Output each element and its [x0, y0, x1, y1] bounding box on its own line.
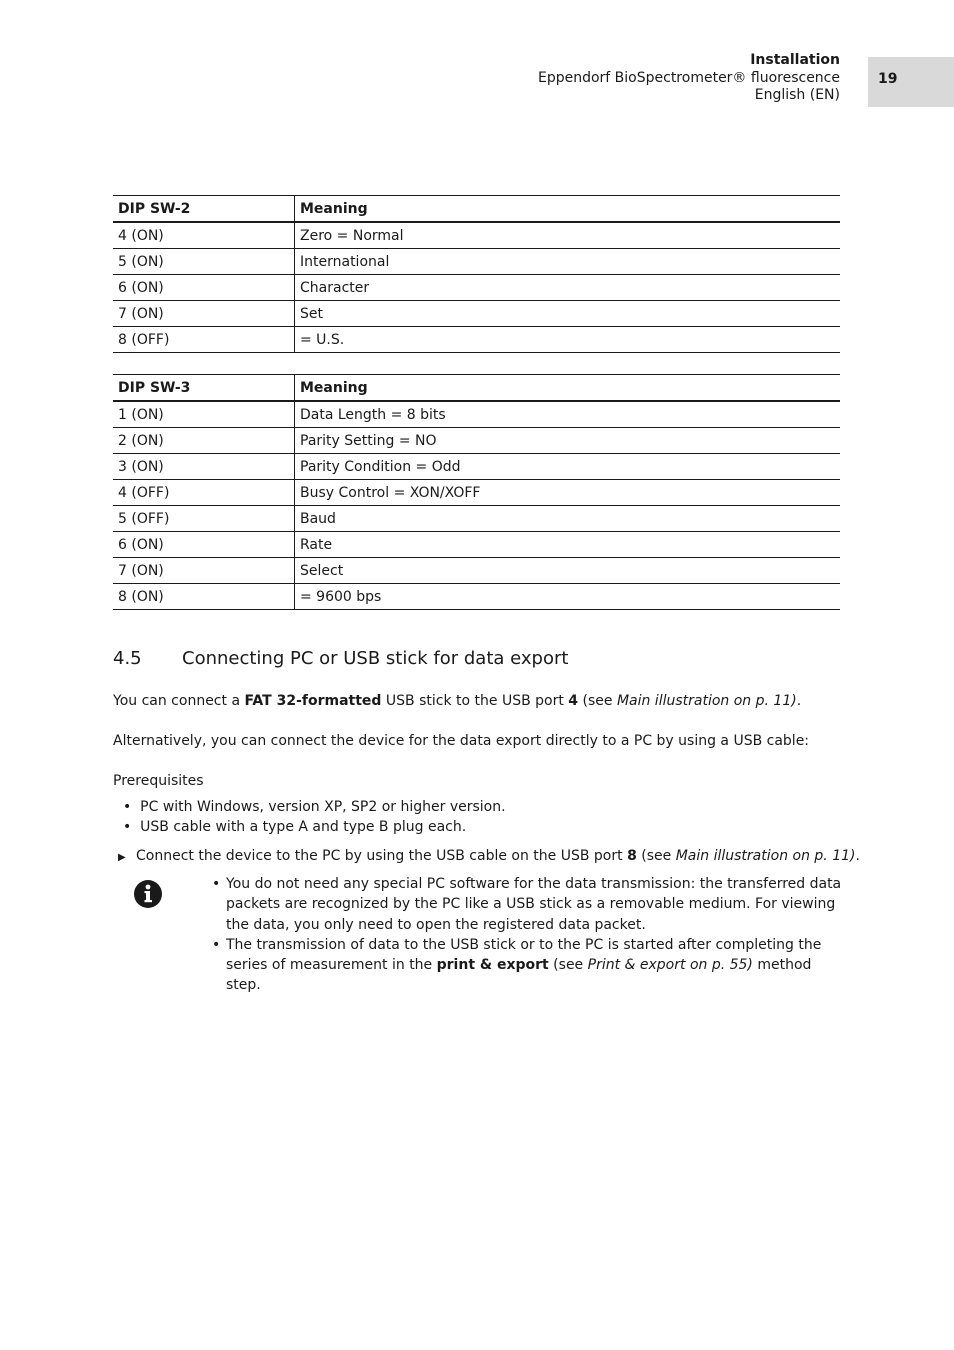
dip-sw3-table [113, 374, 840, 610]
text-run: (see [636, 848, 676, 864]
table-row [113, 275, 840, 301]
table-row [113, 301, 840, 327]
table-row [113, 222, 840, 249]
table-cell: 2 (ON) [113, 428, 295, 454]
header-section-title: Installation [750, 52, 840, 68]
note-item: • The transmission of data to the USB stick or to the PC is started after completing the series of measurement in the print & export (see Print & export on p. 55) method step. [212, 936, 822, 994]
header-product-name: Eppendorf BioSpectrometer® fluorescence [537, 69, 840, 86]
table-cell: 8 (ON) [113, 584, 295, 610]
table-cell: Rate [295, 532, 841, 558]
list-item-text: PC with Windows, version XP, SP2 or higher version. [140, 799, 506, 815]
text-run: The transmission of data to the USB stick or to the PC is started after completing the series of measurement in the [226, 936, 822, 974]
text-run: Connect the device to the PC by using the USB cable on the USB port [136, 848, 628, 864]
table-cell: 3 (ON) [113, 454, 295, 480]
text-run: (see [548, 957, 588, 974]
section-number: 4.5 [113, 648, 142, 669]
table-cell: Character [295, 275, 841, 301]
cross-reference: Print & export on p. 55) [587, 957, 753, 974]
table-cell: 4 (OFF) [113, 480, 295, 506]
table-row [113, 428, 840, 454]
table-header-row [113, 375, 840, 402]
text-run: (see [578, 693, 617, 709]
table-cell: 8 (OFF) [113, 327, 295, 353]
bold-run: 8 [627, 848, 637, 864]
paragraph-usb-stick [113, 691, 840, 711]
table-row [113, 506, 840, 532]
table-row [113, 532, 840, 558]
section-title: Connecting PC or USB stick for data export [182, 648, 569, 669]
table-cell: Busy Control = XON/XOFF [295, 480, 841, 506]
info-notes [212, 874, 842, 996]
table-cell: Baud [295, 506, 841, 532]
paragraph-usb-cable: Alternatively, you can connect the device for the data export directly to a PC by using a USB cable: [113, 733, 810, 749]
page-number-tab [868, 57, 954, 107]
section-heading [113, 648, 568, 669]
text-run: USB stick to the USB port [381, 693, 569, 709]
table-cell: Parity Setting = NO [295, 428, 841, 454]
text-run: . [796, 693, 802, 709]
header-language: English (EN) [754, 87, 840, 103]
bold-run: 4 [568, 693, 579, 709]
list-item: • USB cable with a type A and type B plug each. [123, 819, 467, 835]
table-cell: Select [295, 558, 841, 584]
text-run: method step. [226, 957, 812, 994]
table-row [113, 401, 840, 428]
dip-sw2-table [113, 195, 840, 353]
table-cell: Parity Condition = Odd [295, 454, 841, 480]
table-cell: = 9600 bps [295, 584, 841, 610]
table-row [113, 480, 840, 506]
cross-reference: Main illustration on p. 11) [675, 848, 856, 864]
table-cell: 7 (ON) [113, 301, 295, 327]
table-header-row [113, 196, 840, 223]
table-cell: International [295, 249, 841, 275]
prerequisites-label: Prerequisites [113, 773, 204, 789]
table-cell: 6 (ON) [113, 275, 295, 301]
note-text: You do not need any special PC software for the data transmission: the transferred data packets are recognized by the PC like a USB stick as a removable medium. For viewing the data, you only need to open the registered data packet. [226, 876, 842, 933]
table-row [113, 327, 840, 353]
table-cell: 6 (ON) [113, 532, 295, 558]
table-cell: = U.S. [295, 327, 841, 353]
list-item: • PC with Windows, version XP, SP2 or higher version. [123, 799, 506, 815]
bold-run: FAT 32-formatted [244, 693, 382, 709]
table-cell: 5 (ON) [113, 249, 295, 275]
table-row [113, 249, 840, 275]
bold-run: print & export [436, 957, 549, 974]
prerequisites-list [123, 797, 506, 837]
table-cell: 1 (ON) [113, 401, 295, 428]
action-step [118, 846, 860, 868]
table-cell: 5 (OFF) [113, 506, 295, 532]
text-run: . [855, 848, 860, 864]
table-cell: Set [295, 301, 841, 327]
table-header-cell: DIP SW-2 [113, 196, 295, 223]
table-header-cell: DIP SW-3 [113, 375, 295, 402]
page-number: 19 [878, 71, 898, 87]
text-run: You can connect a [113, 693, 245, 709]
page-header [538, 52, 840, 105]
table-row [113, 454, 840, 480]
table-row [113, 584, 840, 610]
cross-reference: Main illustration on p. 11) [616, 693, 797, 709]
info-icon [133, 879, 163, 909]
table-cell: 4 (ON) [113, 222, 295, 249]
table-header-cell: Meaning [295, 375, 841, 402]
triangle-right-icon: ▶ [118, 852, 126, 863]
table-header-cell: Meaning [295, 196, 841, 223]
table-cell: Zero = Normal [295, 222, 841, 249]
note-item: • You do not need any special PC software for the data transmission: the transferred data packets are recognized by the PC like a USB stick as a removable medium. For viewing the data, you only need to open the registered data packet. [212, 876, 842, 933]
table-cell: Data Length = 8 bits [295, 401, 841, 428]
list-item-text: USB cable with a type A and type B plug each. [140, 819, 467, 835]
table-row [113, 558, 840, 584]
table-cell: 7 (ON) [113, 558, 295, 584]
